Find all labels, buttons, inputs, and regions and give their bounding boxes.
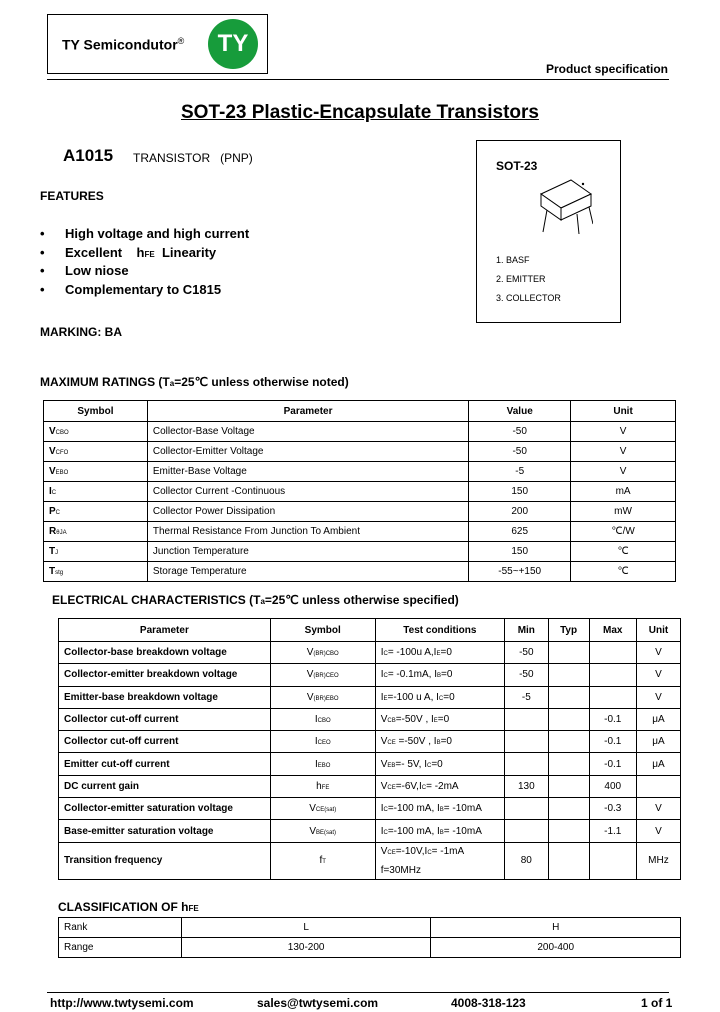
column-header: Min	[505, 619, 549, 642]
column-header: Symbol	[44, 401, 148, 422]
value-cell: 625	[469, 522, 571, 542]
condition-cell: VCE =-50V , IB=0	[375, 731, 504, 753]
condition-cell: VCE=-10V,IC= -1mA f=30MHz	[375, 842, 504, 879]
max-ratings-table	[43, 400, 676, 582]
typ-cell	[548, 642, 589, 664]
parameter-cell: Collector cut-off current	[59, 708, 271, 730]
parameter-cell: Collector cut-off current	[59, 731, 271, 753]
typ-cell	[548, 686, 589, 708]
symbol-cell: Tstg	[44, 562, 148, 582]
sot23-package-icon	[533, 172, 593, 240]
electrical-table	[58, 618, 681, 880]
company-logo: TY	[208, 19, 258, 69]
min-cell	[505, 708, 549, 730]
range-cell: 130-200	[181, 938, 431, 958]
footer-page: 1 of 1	[641, 996, 673, 1010]
symbol-cell: IC	[44, 482, 148, 502]
parameter-cell: Collector Power Dissipation	[147, 502, 468, 522]
classification-table	[58, 917, 681, 958]
table-row	[44, 502, 676, 522]
company-name: TY Semicondutor®	[62, 36, 185, 53]
parameter-cell: Emitter-base breakdown voltage	[59, 686, 271, 708]
symbol-cell: V(BR)EBO	[270, 686, 375, 708]
table-row	[44, 462, 676, 482]
parameter-cell: Collector Current -Continuous	[147, 482, 468, 502]
typ-cell	[548, 842, 589, 879]
parameter-cell: Collector-Emitter Voltage	[147, 442, 468, 462]
footer-website[interactable]: http://www.twtysemi.com	[50, 996, 194, 1010]
min-cell	[505, 753, 549, 775]
table-row	[59, 798, 681, 820]
symbol-cell: V(BR)CEO	[270, 664, 375, 686]
unit-cell: μA	[636, 708, 680, 730]
unit-cell: V	[636, 642, 680, 664]
package-pin-3: 3. COLLECTOR	[496, 293, 561, 303]
symbol-cell: VEBO	[44, 462, 148, 482]
table-row	[44, 442, 676, 462]
range-cell: 200-400	[431, 938, 681, 958]
condition-cell: VEB=- 5V, IC=0	[375, 753, 504, 775]
column-header: Parameter	[147, 401, 468, 422]
table-row	[59, 664, 681, 686]
unit-cell: ℃	[571, 542, 676, 562]
max-ratings-title: MAXIMUM RATINGS (Ta=25℃ unless otherwise noted)	[40, 375, 349, 389]
symbol-cell: VCFO	[44, 442, 148, 462]
min-cell: -5	[505, 686, 549, 708]
unit-cell: ℃/W	[571, 522, 676, 542]
table-row	[59, 731, 681, 753]
min-cell	[505, 820, 549, 842]
unit-cell: V	[571, 462, 676, 482]
table-row	[59, 820, 681, 842]
condition-cell: IE=-100 u A, IC=0	[375, 686, 504, 708]
table-row	[44, 422, 676, 442]
parameter-cell: Junction Temperature	[147, 542, 468, 562]
unit-cell: V	[571, 422, 676, 442]
min-cell: 80	[505, 842, 549, 879]
symbol-cell: V(BR)CBO	[270, 642, 375, 664]
rank-cell: H	[431, 918, 681, 938]
symbol-cell: VCE(sat)	[270, 798, 375, 820]
min-cell	[505, 731, 549, 753]
parameter-cell: Emitter-Base Voltage	[147, 462, 468, 482]
part-description: TRANSISTOR (PNP)	[133, 151, 253, 165]
symbol-cell: ICEO	[270, 731, 375, 753]
symbol-cell: IEBO	[270, 753, 375, 775]
value-cell: -50	[469, 442, 571, 462]
unit-cell: V	[636, 664, 680, 686]
typ-cell	[548, 798, 589, 820]
table-row	[44, 522, 676, 542]
typ-cell	[548, 708, 589, 730]
unit-cell: V	[636, 798, 680, 820]
package-name: SOT-23	[496, 159, 538, 173]
condition-cell: IC= -100u A,IE=0	[375, 642, 504, 664]
typ-cell	[548, 664, 589, 686]
max-cell	[589, 842, 636, 879]
marking-code: MARKING: BA	[40, 325, 122, 339]
table-row	[59, 775, 681, 797]
product-spec-label: Product specification	[545, 62, 668, 76]
max-cell: -0.3	[589, 798, 636, 820]
parameter-cell: Emitter cut-off current	[59, 753, 271, 775]
symbol-cell: hFE	[270, 775, 375, 797]
rank-label: Rank	[59, 918, 182, 938]
max-cell: -0.1	[589, 753, 636, 775]
unit-cell	[636, 775, 680, 797]
value-cell: -55~+150	[469, 562, 571, 582]
table-row	[59, 686, 681, 708]
min-cell: -50	[505, 642, 549, 664]
value-cell: -50	[469, 422, 571, 442]
parameter-cell: Thermal Resistance From Junction To Ambient	[147, 522, 468, 542]
part-number: A1015	[63, 146, 114, 165]
max-cell: 400	[589, 775, 636, 797]
parameter-cell: DC current gain	[59, 775, 271, 797]
parameter-cell: Collector-emitter breakdown voltage	[59, 664, 271, 686]
electrical-title: ELECTRICAL CHARACTERISTICS (Ta=25℃ unless otherwise specified)	[52, 593, 459, 607]
feature-item: • Complementary to C1815	[40, 282, 222, 297]
symbol-cell: ICBO	[270, 708, 375, 730]
features-heading: FEATURES	[40, 189, 104, 203]
package-pin-1: 1. BASF	[496, 255, 530, 265]
column-header: Unit	[636, 619, 680, 642]
condition-cell: VCE=-6V,IC= -2mA	[375, 775, 504, 797]
unit-cell: V	[636, 820, 680, 842]
min-cell	[505, 798, 549, 820]
document-title: SOT-23 Plastic-Encapsulate Transistors	[181, 102, 539, 123]
unit-cell: MHz	[636, 842, 680, 879]
feature-item: • Excellent hFE Linearity	[40, 245, 217, 260]
symbol-cell: VCBO	[44, 422, 148, 442]
range-label: Range	[59, 938, 182, 958]
unit-cell: V	[636, 686, 680, 708]
condition-cell: IC=-100 mA, IB= -10mA	[375, 798, 504, 820]
column-header: Value	[469, 401, 571, 422]
symbol-cell: RθJA	[44, 522, 148, 542]
parameter-cell: Storage Temperature	[147, 562, 468, 582]
value-cell: -5	[469, 462, 571, 482]
symbol-cell: PC	[44, 502, 148, 522]
max-cell	[589, 642, 636, 664]
typ-cell	[548, 753, 589, 775]
condition-cell: VCB=-50V , IE=0	[375, 708, 504, 730]
parameter-cell: Collector-emitter saturation voltage	[59, 798, 271, 820]
parameter-cell: Collector-base breakdown voltage	[59, 642, 271, 664]
typ-cell	[548, 731, 589, 753]
rank-cell: L	[181, 918, 431, 938]
unit-cell: mA	[571, 482, 676, 502]
column-header: Unit	[571, 401, 676, 422]
footer-divider	[47, 992, 669, 993]
value-cell: 200	[469, 502, 571, 522]
footer-email[interactable]: sales@twtysemi.com	[257, 996, 379, 1010]
unit-cell: ℃	[571, 562, 676, 582]
unit-cell: V	[571, 442, 676, 462]
parameter-cell: Transition frequency	[59, 842, 271, 879]
column-header: Typ	[548, 619, 589, 642]
value-cell: 150	[469, 542, 571, 562]
condition-cell: IC=-100 mA, IB= -10mA	[375, 820, 504, 842]
feature-item: • Low niose	[40, 263, 129, 278]
min-cell: -50	[505, 664, 549, 686]
classification-title: CLASSIFICATION OF hFE	[58, 900, 199, 914]
table-row	[44, 562, 676, 582]
column-header: Parameter	[59, 619, 271, 642]
condition-cell: IC= -0.1mA, IB=0	[375, 664, 504, 686]
max-cell	[589, 664, 636, 686]
package-pin-2: 2. EMITTER	[496, 274, 546, 284]
table-row	[59, 753, 681, 775]
value-cell: 150	[469, 482, 571, 502]
table-row	[44, 542, 676, 562]
column-header: Symbol	[270, 619, 375, 642]
min-cell: 130	[505, 775, 549, 797]
symbol-cell: fT	[270, 842, 375, 879]
typ-cell	[548, 820, 589, 842]
table-row	[59, 708, 681, 730]
table-row	[59, 842, 681, 879]
footer-phone: 4008-318-123	[451, 996, 526, 1010]
symbol-cell: VBE(sat)	[270, 820, 375, 842]
feature-item: • High voltage and high current	[40, 226, 250, 241]
header-divider	[47, 79, 669, 80]
max-cell: -1.1	[589, 820, 636, 842]
typ-cell	[548, 775, 589, 797]
unit-cell: μA	[636, 753, 680, 775]
max-cell: -0.1	[589, 708, 636, 730]
unit-cell: mW	[571, 502, 676, 522]
table-row	[59, 642, 681, 664]
column-header: Test conditions	[375, 619, 504, 642]
unit-cell: μA	[636, 731, 680, 753]
table-row	[44, 482, 676, 502]
column-header: Max	[589, 619, 636, 642]
parameter-cell: Collector-Base Voltage	[147, 422, 468, 442]
max-cell	[589, 686, 636, 708]
max-cell: -0.1	[589, 731, 636, 753]
symbol-cell: TJ	[44, 542, 148, 562]
parameter-cell: Base-emitter saturation voltage	[59, 820, 271, 842]
